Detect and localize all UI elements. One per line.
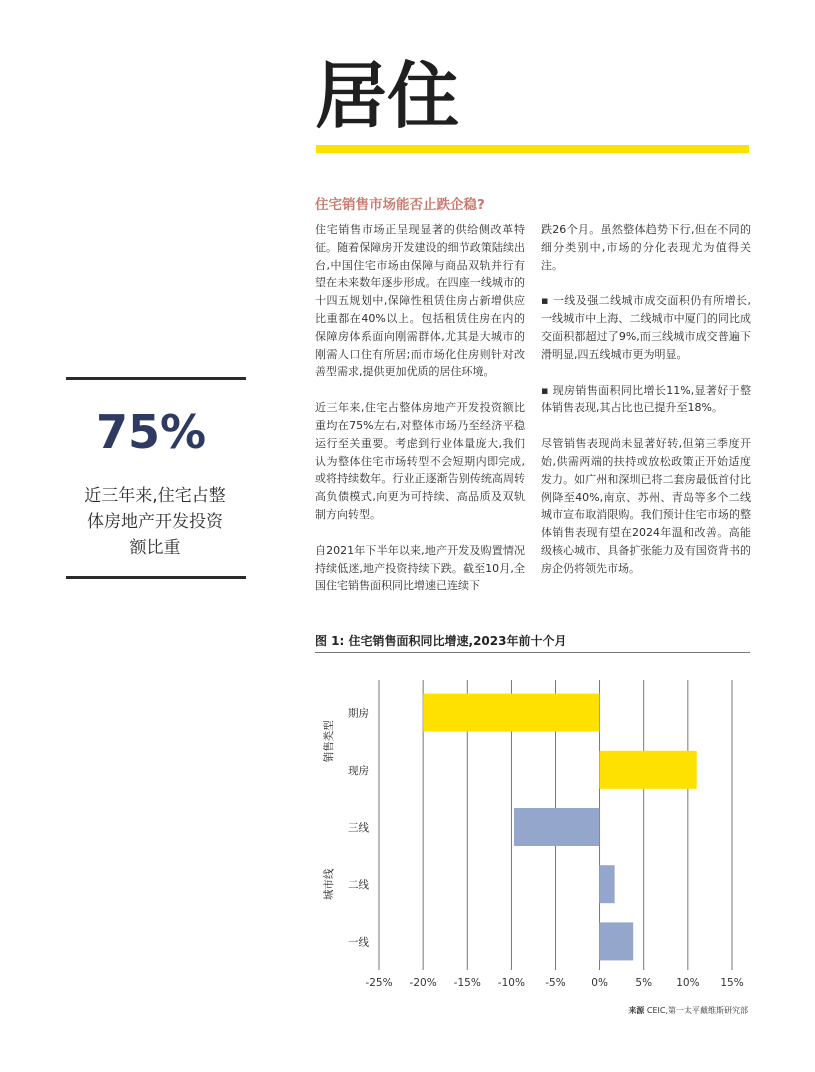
highlight-stat: 75% [95, 405, 207, 459]
sidebar-bottom-rule [66, 576, 246, 579]
figure-rule [315, 652, 750, 653]
paragraph: 尽管销售表现尚未显著好转,但第三季度开始,供需两端的扶持或放松政策正开始适度发力。如广州和深圳已将二套房最低首付比例降至40%,南京、苏州、青岛等多个二线城市宣布取消限购。我们预计住宅市场的整体销售表现有望在2024年温和改善。高能级核心城市、具备扩张能力及有国资背书的房企仍将领先市场。 [541, 437, 751, 575]
category-label: 一线 [348, 936, 369, 949]
x-tick-label: 15% [720, 977, 744, 989]
paragraph: 自2021年下半年以来,地产开发及购置情况持续低迷,地产投资持续下跌。截至10月,全国住宅销售面积同比增速已连续下 [315, 543, 525, 593]
bar [600, 751, 697, 789]
paragraph: 住宅销售市场正呈现显著的供给侧改革特征。随着保障房开发建设的细节政策陆续出台,中国住宅市场由保障与商品双轨并行有望在未来数年逐步形成。在四座一线城市的十四五规划中,保障性租赁住房占新增供应比重都在40%以上。包括租赁住房在内的保障房体系面向刚需群体,尤其是大城市的刚需人口住有所居;而市场化住房则针对改善型需求,提供更加优质的居住环境。 [315, 223, 525, 379]
x-tick-label: -20% [409, 977, 437, 989]
group-label: 城市线 [323, 868, 335, 900]
paragraph: 近三年来,住宅占整体房地产开发投资额比重均在75%左右,对整体市场乃至经济平稳运行至关重要。考虑到行业体量庞大,我们认为整体住宅市场转型不会短期内即完成,或将持续数年。行业正逐渐告别传统高周转高负债模式,向更为可持续、高品质及双轨制方向转型。 [315, 401, 525, 521]
bar [514, 808, 600, 846]
source-label: 来源 [628, 1006, 645, 1015]
category-label: 三线 [348, 822, 369, 834]
body-column-left [315, 221, 525, 613]
x-tick-label: 5% [635, 977, 653, 989]
x-tick-label: -10% [497, 977, 525, 989]
x-tick-label: -15% [453, 977, 481, 989]
title-underline [316, 145, 749, 153]
group-label: 销售类型 [323, 720, 335, 763]
bullet-paragraph: ▪ 现房销售面积同比增长11%,显著好于整体销售表现,其占比也已提升至18%。 [541, 383, 751, 415]
x-tick-label: 10% [676, 977, 700, 989]
x-tick-label: -25% [365, 977, 393, 989]
bar [423, 694, 600, 732]
sidebar-top-rule [66, 377, 246, 380]
bar-chart [315, 670, 755, 1000]
x-tick-label: -5% [545, 977, 566, 989]
highlight-caption: 近三年来,住宅占整体房地产开发投资额比重 [84, 486, 226, 558]
category-label: 期房 [348, 707, 369, 720]
bullet-paragraph: ▪ 一线及强二线城市成交面积仍有所增长,一线城市中上海、二线城市中厦门的同比成交面积都超过了9%,而三线城市成交普遍下滑明显,四五线城市更为明显。 [541, 294, 751, 361]
figure-title: 图 1: 住宅销售面积同比增速,2023年前十个月 [315, 634, 567, 648]
x-tick-label: 0% [591, 977, 608, 989]
source-text: CEIC,第一太平戴维斯研究部 [646, 1006, 748, 1015]
paragraph: 跌26个月。虽然整体趋势下行,但在不同的细分类别中,市场的分化表现尤为值得关注。 [541, 223, 751, 272]
category-label: 现房 [348, 764, 369, 777]
category-label: 二线 [348, 879, 369, 892]
bar [600, 922, 634, 960]
figure-source [628, 1005, 748, 1016]
bar [600, 865, 615, 903]
page-title: 居住 [315, 54, 460, 138]
section-heading: 住宅销售市场能否止跌企稳? [315, 197, 485, 213]
body-column-right [541, 221, 751, 596]
